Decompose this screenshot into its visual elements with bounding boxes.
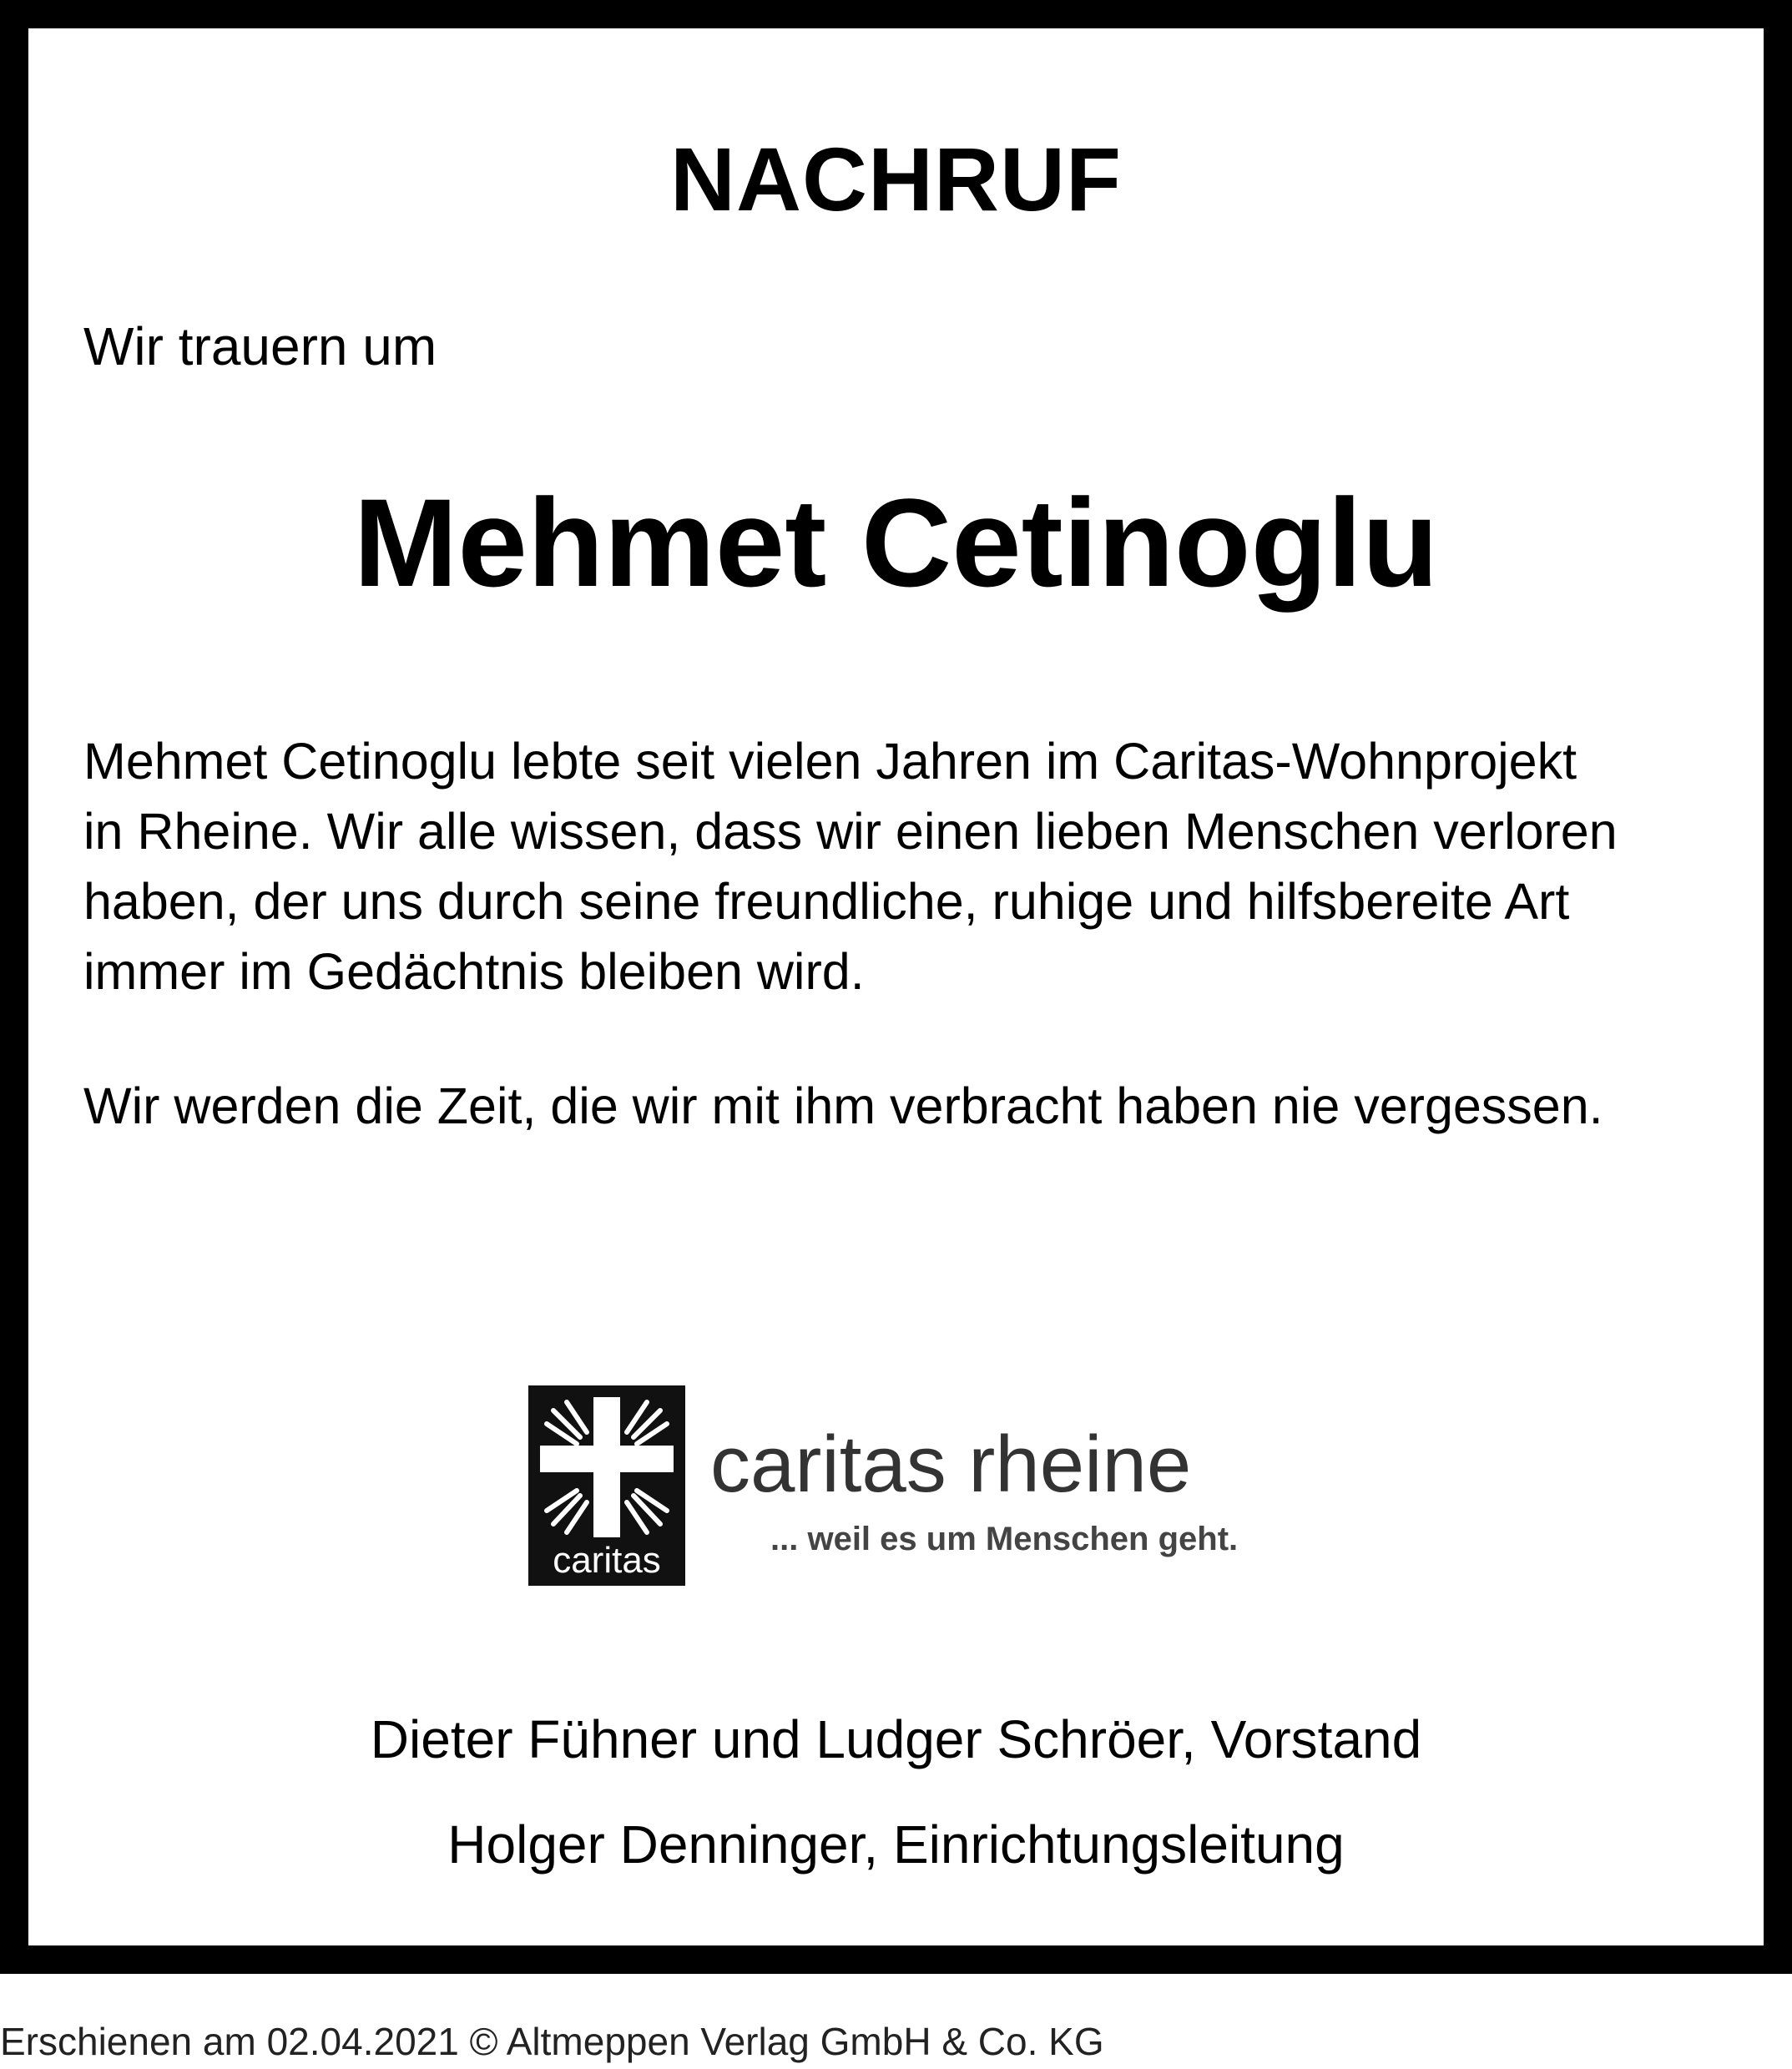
caritas-mark-caption: caritas bbox=[553, 1540, 661, 1581]
publication-footer: Erschienen am 02.04.2021 © Altmeppen Verlag GmbH & Co. KG bbox=[0, 2020, 1104, 2063]
obituary-heading: NACHRUF bbox=[670, 129, 1122, 230]
caritas-logo-name: caritas rheine bbox=[710, 1420, 1192, 1509]
caritas-logo-tagline: ... weil es um Menschen geht. bbox=[770, 1521, 1239, 1557]
closing-text: Wir werden die Zeit, die wir mit ihm verbracht haben nie vergessen. bbox=[83, 1077, 1603, 1134]
deceased-name: Mehmet Cetinoglu bbox=[353, 472, 1439, 613]
signatory-management: Holger Denninger, Einrichtungsleitung bbox=[447, 1814, 1345, 1875]
caritas-logo-mark bbox=[528, 1385, 685, 1586]
body-line: Mehmet Cetinoglu lebte seit vielen Jahren im Caritas-Wohnprojekt bbox=[83, 733, 1577, 790]
body-line: haben, der uns durch seine freundliche, ruhige und hilfsbereite Art bbox=[83, 873, 1570, 930]
signatory-board: Dieter Fühner und Ludger Schröer, Vorstand bbox=[370, 1709, 1422, 1769]
body-line: immer im Gedächtnis bleiben wird. bbox=[83, 943, 865, 1000]
caritas-flame-cross-icon bbox=[528, 1385, 685, 1549]
intro-text: Wir trauern um bbox=[83, 316, 437, 376]
body-line: in Rheine. Wir alle wissen, dass wir einen lieben Menschen verloren bbox=[83, 803, 1618, 860]
obituary-body bbox=[83, 726, 1753, 1007]
caritas-logo bbox=[528, 1385, 1263, 1587]
